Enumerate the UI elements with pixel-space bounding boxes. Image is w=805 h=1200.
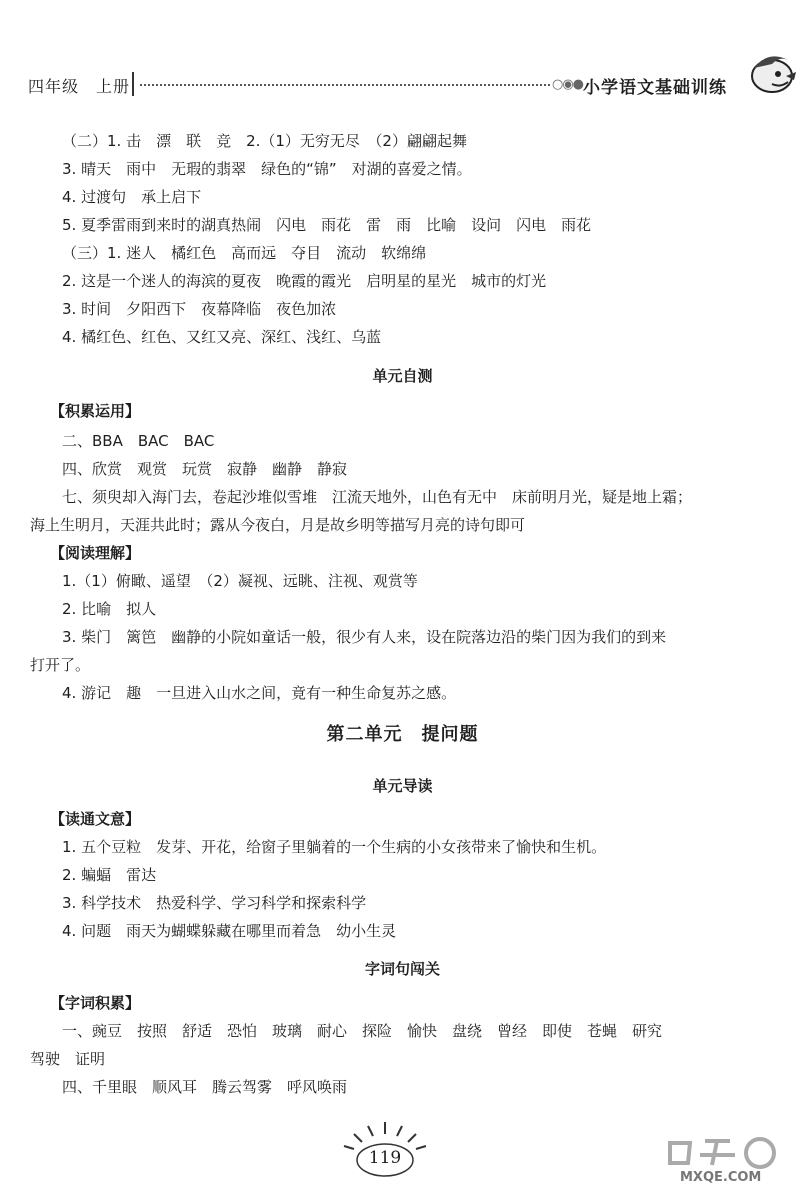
grade-label: 四年级 上册 (28, 77, 131, 96)
answer-line: 5. 夏季雷雨到来时的湖真热闹 闪电 雨花 雷 雨 比喻 设问 闪电 雨花 (62, 216, 592, 234)
answer-line: 4. 过渡句 承上启下 (62, 188, 202, 206)
section-heading: 单元自测 (372, 367, 433, 385)
page-header (28, 70, 778, 106)
answer-line: 4. 游记 趣 一旦进入山水之间，竟有一种生命复苏之感。 (62, 684, 457, 702)
series-title: 小学语文基础训练 (583, 78, 727, 98)
answer-line: 2. 这是一个迷人的海滨的夏夜 晚霞的霞光 启明星的星光 城市的灯光 (62, 272, 547, 290)
answer-line: 七、须臾却入海门去，卷起沙堆似雪堆 江流天地外，山色有无中 床前明月光，疑是地上霜； (62, 488, 693, 506)
answer-line: 四、欣赏 观赏 玩赏 寂静 幽静 静寂 (62, 460, 348, 478)
answer-line: 一、豌豆 按照 舒适 恐怕 玻璃 耐心 探险 愉快 盘绕 曾经 即使 苍蝇 研究 (62, 1022, 663, 1040)
answer-line: （三）1. 迷人 橘红色 高而远 夺目 流动 软绵绵 (62, 244, 427, 262)
section-heading: 字词句闯关 (364, 960, 440, 978)
block-heading: 【阅读理解】 (50, 544, 141, 562)
answer-line: 打开了。 (30, 656, 91, 674)
page-number-badge (330, 1118, 440, 1178)
answer-line: 1. 五个豆粒 发芽、开花，给窗子里躺着的一个生病的小女孩带来了愉快和生机。 (62, 838, 607, 856)
answer-line: 1.（1）俯瞰、遥望 （2）凝视、远眺、注视、观赏等 (62, 572, 418, 590)
answer-line: 二、BBA BAC BAC (62, 432, 215, 450)
answer-line: 3. 晴天 雨中 无瑕的翡翠 绿色的“锦” 对湖的喜爱之情。 (62, 160, 472, 178)
answer-line: 驾驶 证明 (30, 1050, 106, 1068)
answer-line: 3. 时间 夕阳西下 夜幕降临 夜色加浓 (62, 300, 337, 318)
answer-line: 3. 柴门 篱笆 幽静的小院如童话一般，很少有人来，设在院落边沿的柴门因为我们的到来 (62, 628, 667, 646)
answer-line: 四、千里眼 顺风耳 腾云驾雾 呼风唤雨 (62, 1078, 348, 1096)
unit-title: 第二单元 提问题 (326, 724, 479, 745)
answer-line: 海上生明月，天涯共此时；露从今夜白，月是故乡明等描写月亮的诗句即可 (30, 516, 526, 534)
header-dotted-rule (140, 84, 550, 86)
answer-line: 2. 比喻 拟人 (62, 600, 157, 618)
answer-line: 2. 蝙蝠 雷达 (62, 866, 157, 884)
header-circles: ○◉● (552, 77, 584, 92)
answer-line: （二）1. 击 漂 联 竞 2.（1）无穷无尽 （2）翩翩起舞 (62, 132, 467, 150)
watermark-logo-icon (600, 1135, 800, 1200)
section-heading: 单元导读 (372, 777, 433, 795)
header-divider (132, 72, 134, 96)
answer-line: 4. 橘红色、红色、又红又亮、深红、浅红、乌蓝 (62, 328, 382, 346)
block-heading: 【读通文意】 (50, 810, 141, 828)
watermark-text: MXQE.COM (680, 1170, 762, 1185)
mascot-icon (742, 46, 798, 100)
block-heading: 【积累运用】 (50, 402, 141, 420)
block-heading: 【字词积累】 (50, 994, 141, 1012)
answer-line: 4. 问题 雨天为蝴蝶躲藏在哪里而着急 幼小生灵 (62, 922, 397, 940)
answer-line: 3. 科学技术 热爱科学、学习科学和探索科学 (62, 894, 367, 912)
page-number: 119 (368, 1148, 402, 1168)
